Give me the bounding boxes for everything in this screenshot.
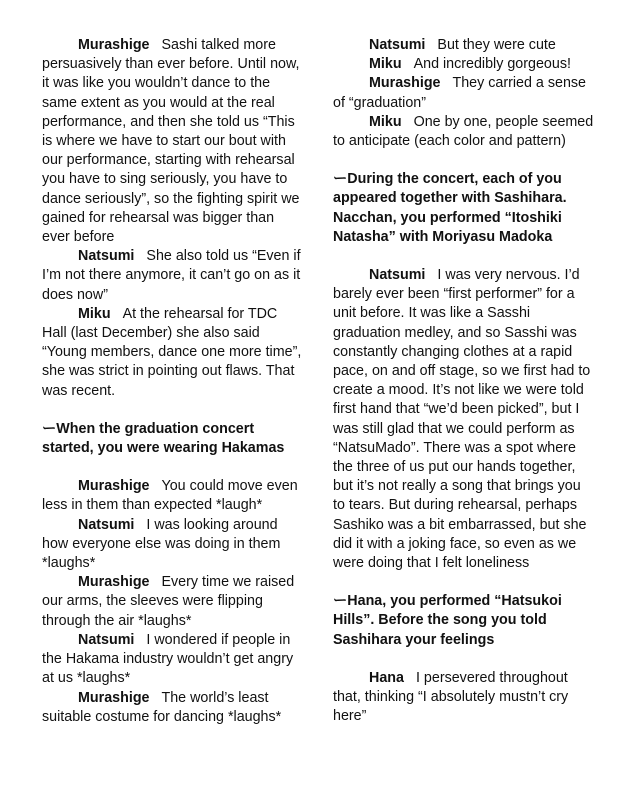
speaker-name: Natsumi: [78, 248, 135, 265]
speaker-name: Miku: [78, 305, 111, 322]
speaker-name: Natsumi: [78, 516, 135, 533]
question-dash: ー: [333, 593, 348, 610]
dialogue-text: I was looking around how everyone else was doing in them *laughs*: [42, 516, 281, 572]
interview-question: [333, 592, 595, 650]
speaker-name: Murashige: [78, 689, 150, 706]
dialogue-text: And incredibly gorgeous!: [413, 56, 571, 73]
dialogue-line: [42, 36, 304, 247]
spacer: [333, 151, 595, 170]
question-text: When the graduation concert started, you were wearing Hakamas: [42, 420, 285, 457]
dialogue-line: [42, 305, 304, 401]
speaker-name: Miku: [369, 56, 402, 73]
spacer: [333, 573, 595, 592]
dialogue-line: [333, 669, 595, 727]
dialogue-line: [42, 631, 304, 689]
dialogue-text: Every time we raised our arms, the sleeves were flipping through the air *laughs*: [42, 574, 295, 629]
speaker-name: Natsumi: [369, 267, 426, 284]
dialogue-text: The world’s least suitable costume for dancing *laughs*: [42, 689, 282, 725]
speaker-name: Miku: [369, 113, 402, 130]
dialogue-text: But they were cute: [437, 37, 556, 53]
spacer: [333, 650, 595, 669]
dialogue-line: [333, 113, 595, 151]
dialogue-text: I was very nervous. I’d barely ever been “first performer” for a unit before. It was like a Sasshi graduation medley, and so Sasshi was constantly changing clothes at a rapid pace, on and off stage, so we first had to create a mood. It’s not like we were told first hand that “we’d been picked”, but I was still glad that we could perform as “NatsuMado”. There was a spot where the three of us put our hands together, but it’s not really a song that brings you to tears. But during rehearsal, perhaps Sashiko was a bit embarrassed, but she did it with a joking face, so even as we were doing that I felt loneliness: [333, 267, 591, 572]
spacer: [42, 401, 304, 420]
dialogue-line: [42, 689, 304, 727]
speaker-name: Murashige: [78, 478, 150, 495]
speaker-name: Murashige: [369, 75, 441, 92]
speaker-name: Natsumi: [369, 37, 426, 53]
dialogue-line: [42, 477, 304, 515]
dialogue-line: [333, 36, 595, 55]
speaker-name: Natsumi: [78, 631, 135, 648]
question-dash: ー: [42, 420, 57, 437]
dialogue-text: One by one, people seemed to anticipate (each color and pattern): [333, 113, 594, 150]
interview-question: [42, 420, 304, 458]
spacer: [333, 247, 595, 266]
dialogue-line: [42, 516, 304, 574]
right-column: [333, 36, 595, 727]
dialogue-text: I wondered if people in the Hakama industry wouldn’t get angry at us *laughs*: [42, 631, 294, 687]
dialogue-line: [42, 247, 304, 305]
dialogue-line: [42, 573, 304, 631]
dialogue-line: [333, 266, 595, 573]
dialogue-line: [333, 74, 595, 112]
question-dash: ー: [333, 171, 348, 188]
dialogue-text: You could move even less in them than expected *laugh*: [42, 478, 298, 514]
dialogue-line: [333, 55, 595, 74]
dialogue-text: I persevered throughout that, thinking “I absolutely mustn’t cry here”: [333, 669, 569, 725]
question-text: Hana, you performed “Hatsukoi Hills”. Before the song you told Sashihara your feelings: [333, 593, 562, 648]
speaker-name: Murashige: [78, 574, 150, 591]
dialogue-text: At the rehearsal for TDC Hall (last December) she also said “Young members, dance one more time”, she was strict in pointing out flaws. That was recent.: [42, 305, 302, 399]
dialogue-text: She also told us “Even if I’m not there anymore, it can’t go on as it does now”: [42, 248, 301, 303]
dialogue-text: They carried a sense of “graduation”: [333, 75, 587, 111]
speaker-name: Hana: [369, 669, 404, 686]
dialogue-text: Sashi talked more persuasively than ever before. Until now, it was like you wouldn’t dance to the same extent as you would at the real performance, and then she told us “This is where we have to start our bout with our performance, starting with rehearsal you have to sing seriously, you have to dance seriously”, so the fighting spirit we gained for rehearsal was bigger than ever before: [42, 37, 300, 246]
interview-question: [333, 170, 595, 247]
left-column: [42, 36, 304, 727]
question-text: During the concert, each of you appeared together with Sashihara. Nacchan, you performed “Itoshiki Natasha” with Moriyasu Madoka: [333, 171, 567, 245]
speaker-name: Murashige: [78, 37, 150, 53]
spacer: [42, 458, 304, 477]
